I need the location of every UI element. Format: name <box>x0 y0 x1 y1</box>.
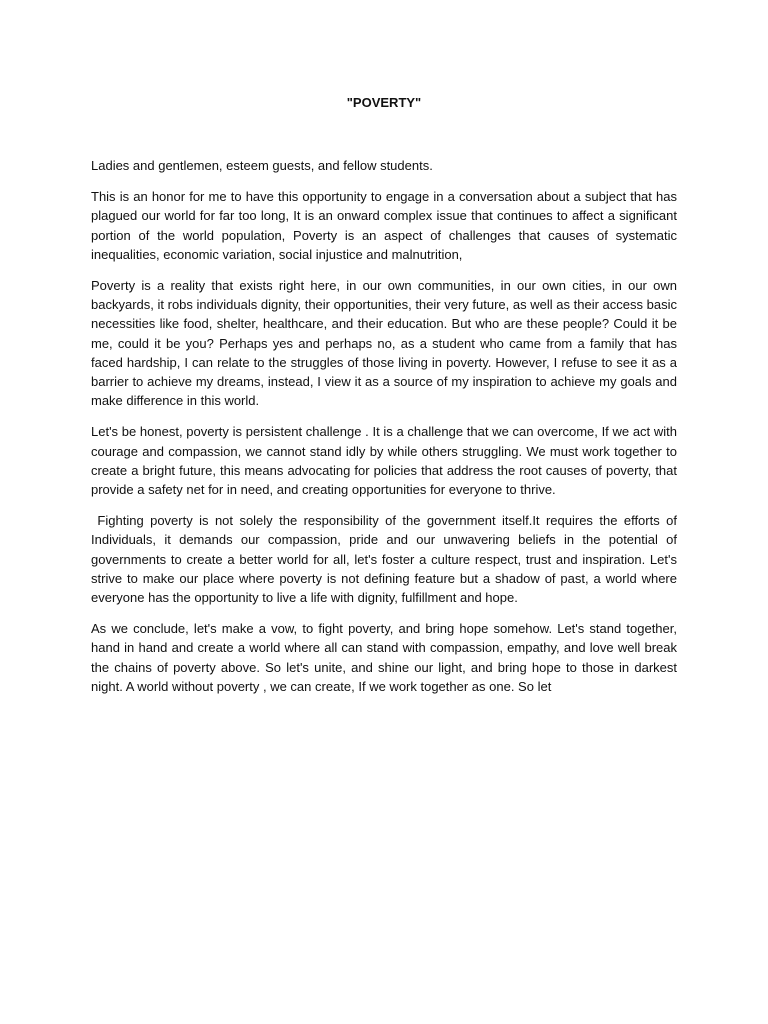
salutation-paragraph: Ladies and gentlemen, esteem guests, and fellow students. <box>91 158 433 173</box>
document-title: "POVERTY" <box>346 95 422 110</box>
paragraph-conclusion: As we conclude, let's make a vow, to fight poverty, and bring hope somehow. Let's stand together, hand in hand and create a world where all can stand with compassion, empathy, and love well break the chains of poverty above. So let's unite, and shine our light, and bring hope to those in darkest night. A world without poverty , we can create, If we work together as one. So let <box>91 621 677 694</box>
paragraph-reality: Poverty is a reality that exists right here, in our own communities, in our own cities, in our own backyards, it robs individuals dignity, their opportunities, their very future, as well as their access basic necessities like food, shelter, healthcare, and their education. But who are these people? Could it be me, could it be you? Perhaps yes and perhaps no, as a student who came from a family that has faced hardship, I can relate to the struggles of those living in poverty. However, I refuse to see it as a barrier to achieve my dreams, instead, I view it as a source of my inspiration to achieve my goals and make difference in this world. <box>91 278 677 409</box>
paragraph-introduction: This is an honor for me to have this opportunity to engage in a conversation about a subject that has plagued our world for far too long, It is an onward complex issue that continues to affect a significant portion of the world population, Poverty is an aspect of challenges that causes of systematic inequalities, economic variation, social injustice and malnutrition, <box>91 189 677 262</box>
document-body <box>91 156 677 708</box>
paragraph-challenge: Let's be honest, poverty is persistent challenge . It is a challenge that we can overcome, If we act with courage and compassion, we cannot stand idly by while others struggling. We must work together to create a bright future, this means advocating for policies that address the root causes of poverty, that provide a safety net for in need, and creating opportunities for everyone to thrive. <box>91 424 677 498</box>
paragraph-responsibility: Fighting poverty is not solely the responsibility of the government itself.It requires the efforts of Individuals, it demands our compassion, pride and our unwavering beliefs in the potential of governments to create a better world for all, let's foster a culture respect, trust and inspiration. Let's strive to make our place where poverty is not defining feature but a shadow of past, a world where everyone has the opportunity to live a life with dignity, fulfillment and hope. <box>91 513 677 606</box>
